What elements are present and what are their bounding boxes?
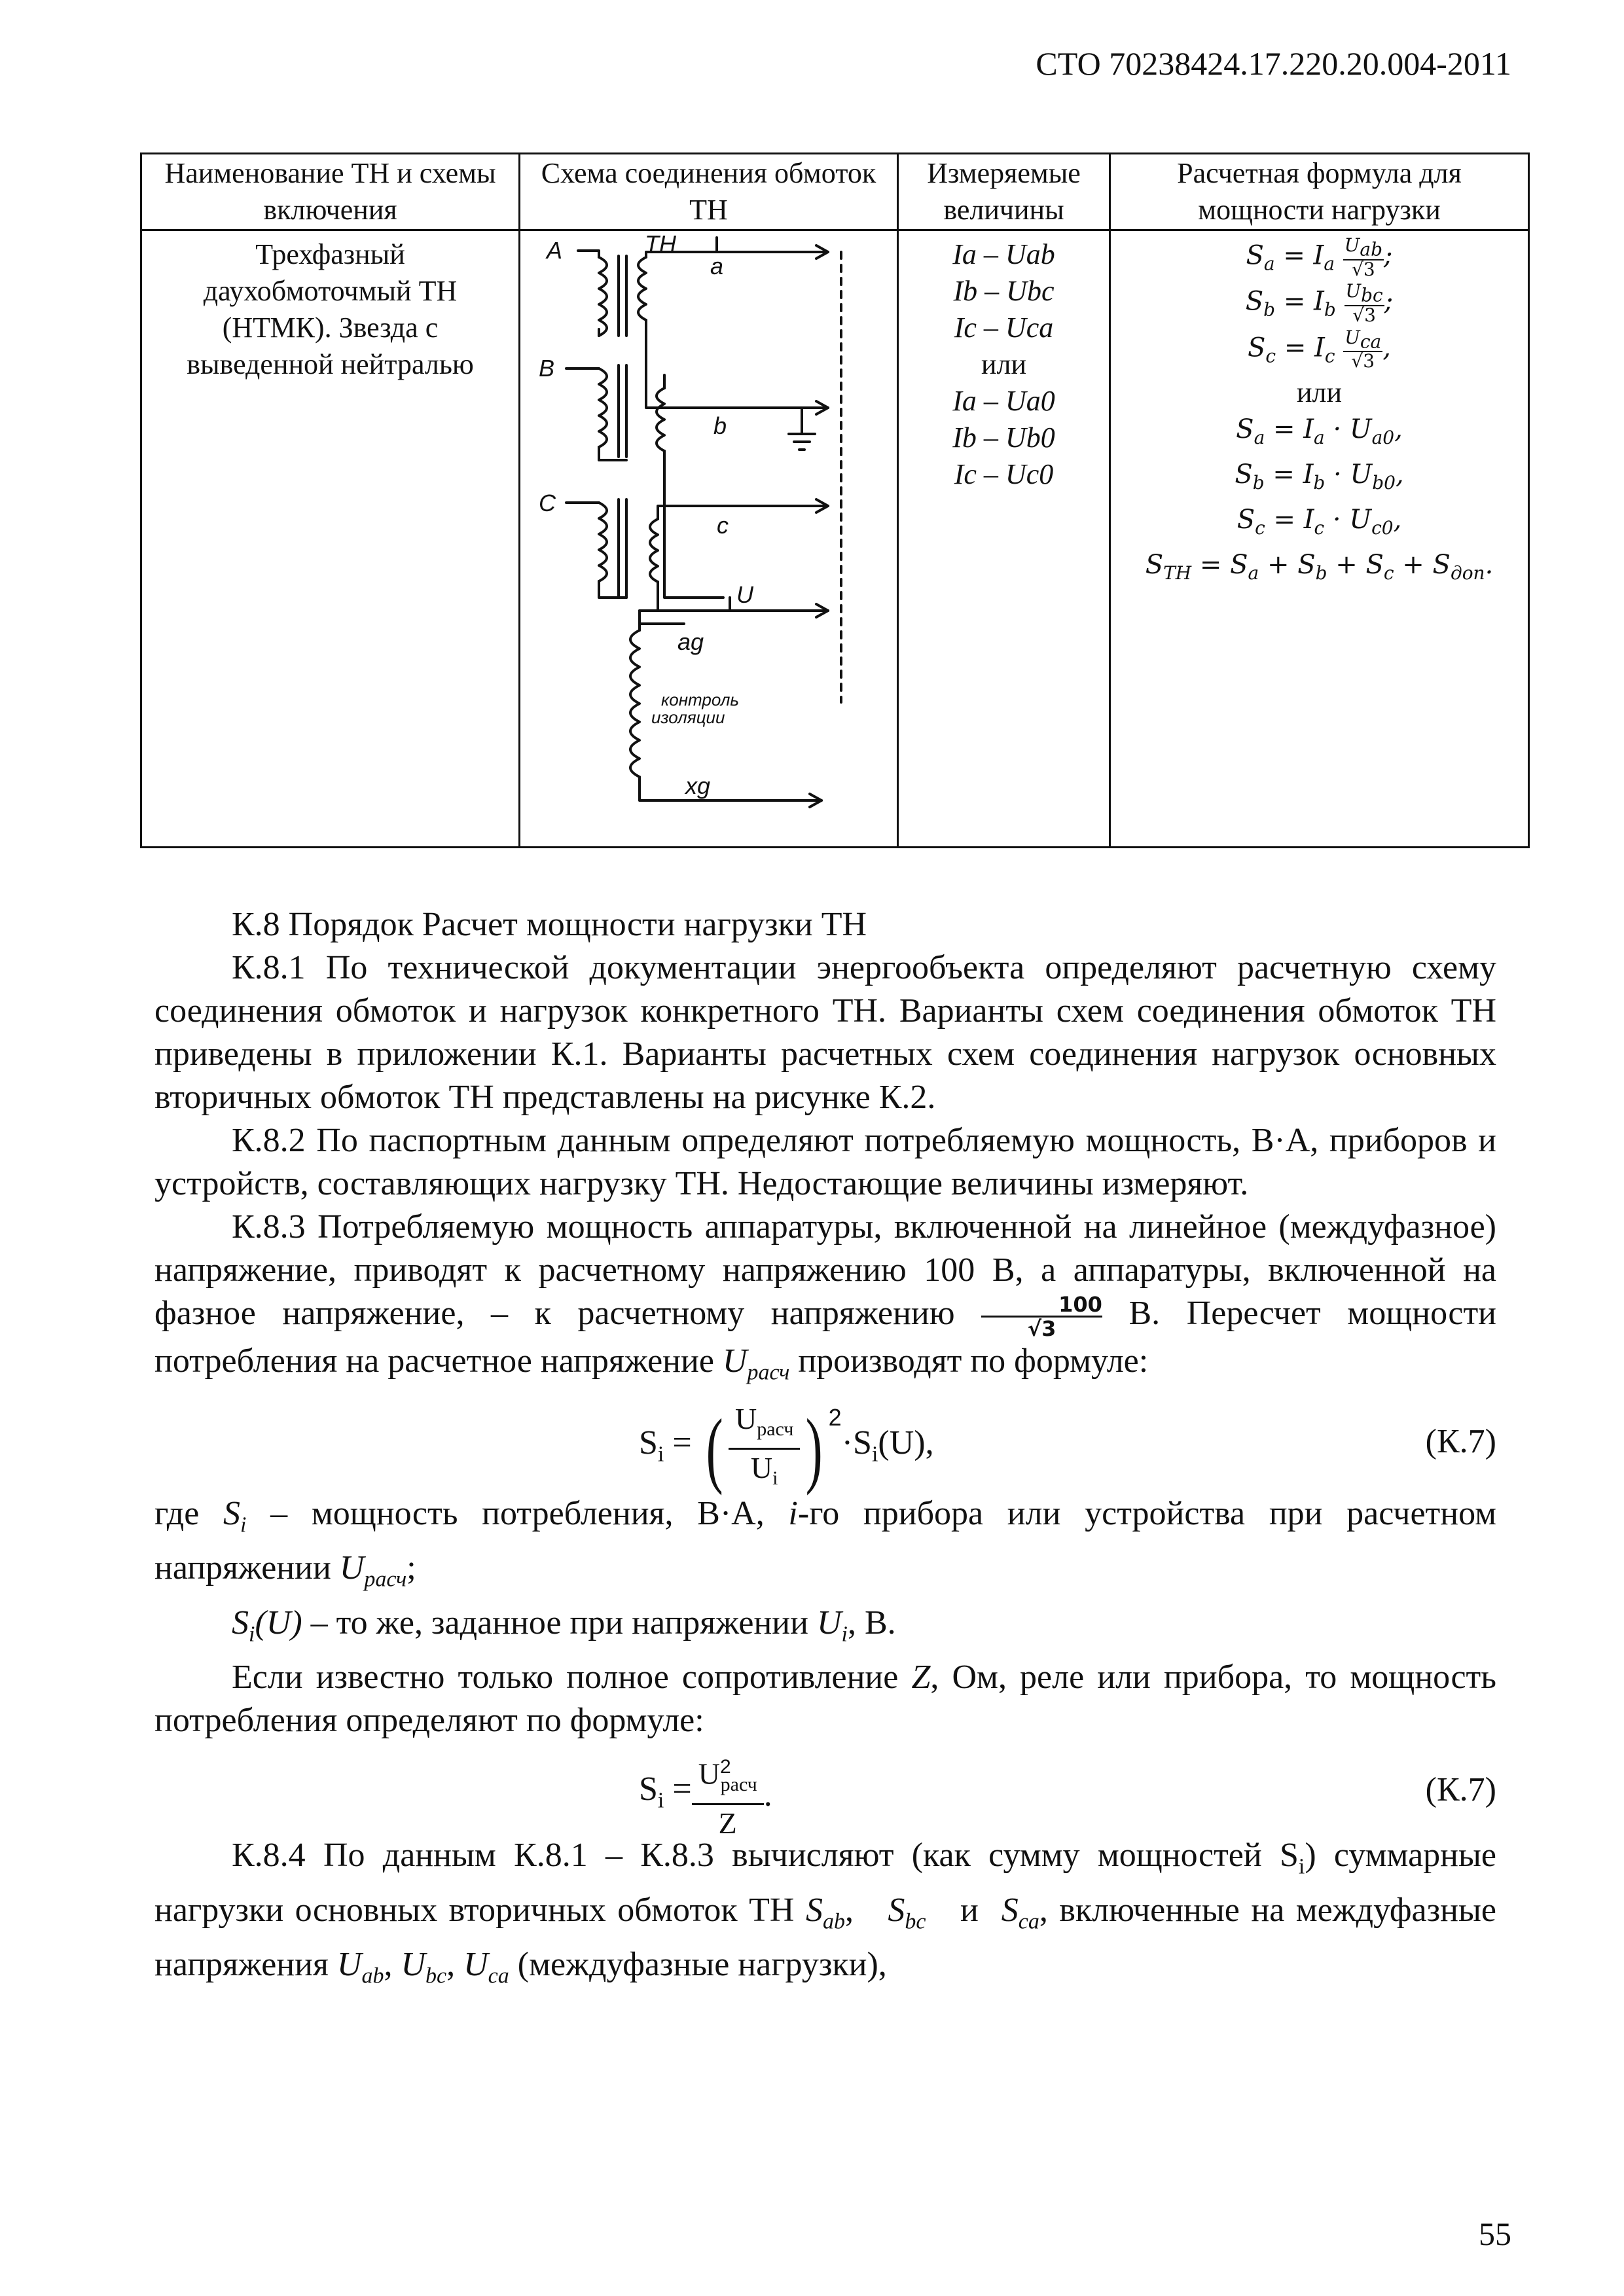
fraction-100-sqrt3: $\frac{100}{√3}$ [981,1293,1102,1340]
measured-pair: Ic – Uca [954,312,1054,344]
equation-number: (К.7) [1425,1771,1496,1809]
diagram-label-b: b [713,412,727,439]
name-line: выведенной нейтралью [187,348,474,380]
winding-diagram [520,231,895,846]
table-header-row [141,154,1529,230]
paragraph-impedance: Если известно только полное сопротивление Z, Ом, реле или прибора, то мощность потребления определяют по формуле: [154,1659,1496,1740]
diagram-label-c: c [717,512,729,539]
cell-transformer-name [141,230,520,848]
formula-sc: $S_c = I_c$ $\frac{U_{ca}}{√3}$ , [1248,326,1391,372]
diagram-label-A: A [547,237,563,264]
section-k8-title: К.8 Порядок Расчет мощности нагрузки ТН [232,906,867,943]
equation-number: (К.7) [1425,1422,1496,1460]
table-header-scheme: Схема соединения обмоток ТН [520,154,898,230]
diagram-label-ag: ag [677,628,704,655]
formula-or: или [1296,376,1343,408]
name-line: даухобмоточмый ТН [203,275,458,307]
cell-measured-values [898,230,1110,848]
paragraph-si-u: $S_i(U)$ – то же, заданное при напряжении $U_i$, В. [232,1604,896,1647]
formula-sb0: $S_b = I_b \cdot U_{b0}$, [1235,459,1404,493]
table-row [141,230,1529,848]
measured-pair: Ic – Uc0 [954,458,1054,490]
cell-wiring-diagram [520,230,898,848]
diagram-label-kontrol: контроль [661,690,740,709]
paragraph-k81: К.8.1 По технической документации энергообъекта определяют расчетную схему соединения обмоток и нагрузок конкретного ТН. Варианты схем соединения обмоток ТН приведены в приложении К.1. Варианты расчетных схем соединения нагрузок основных вторичных обмоток ТН представлены на рисунке К.2. [154,949,1496,1116]
formula-sb: $S_b = I_b$ $\frac{U_{bc}}{√3}$ ; [1245,280,1394,326]
measured-pair: Ib – Ubc [953,275,1055,307]
name-line: (НТМК). Звезда с [222,312,439,344]
paragraph-where-si: где $S_i$ – мощность потребления, В·А, i-го прибора или устройства при расчетном напряжении $U_{расч}$; [154,1494,1496,1592]
diagram-label-B: B [539,355,555,382]
transformer-table [140,152,1530,848]
name-line: Трехфазный [255,238,405,270]
formula-sa: $S_a = I_a$ $\frac{U_{ab}}{√3}$ ; [1246,234,1393,280]
cell-load-formulas [1110,230,1529,848]
diagram-label-C: C [539,490,556,516]
measured-pair: Ib – Ub0 [952,422,1055,454]
equation-k7-second: $S_i$ = $\frac{U^2_{расч}}{Z}$ . (К.7) [154,1742,1496,1834]
page-number: 55 [1479,2215,1511,2252]
measured-pair: Ia – Uab [952,238,1055,270]
formula-total: $S_{ТН} = S_a + S_b + S_c + S_{доп}$. [1145,549,1494,584]
diagram-label-xg: xg [685,772,711,799]
formula-sc0: $S_c = I_c \cdot U_{c0}$, [1236,504,1402,539]
diagram-label-U: U [736,581,753,608]
paragraph-k82: К.8.2 По паспортным данным определяют потребляемую мощность, В·А, приборов и устройств, составляющих нагрузку ТН. Недостающие величины измеряют. [154,1122,1496,1202]
formula-sa0: $S_a = I_a \cdot U_{a0}$, [1236,414,1403,448]
diagram-label-izolyatsii: изоляции [651,708,725,727]
table-header-name: Наименование ТН и схемы включения [141,154,520,230]
paragraph-k83: К.8.3 Потребляемую мощность аппаратуры, включенной на линейное (междуфазное) напряжение, приводят к расчетному напряжению 100 В, а аппаратуры, включенной на фазное напряжение, – к расчетному напряжению $\frac{100}{√3} В$. Пересчет мощности потребления на расчетное напряжение $U_{расч}$ производят по формуле: [154,1208,1497,1384]
measured-pair: Ia – Ua0 [952,385,1055,417]
table-header-formula: Расчетная формула для мощности нагрузки [1110,154,1529,230]
paragraph-k84: К.8.4 По данным К.8.1 – К.8.3 вычисляют (как сумму мощностей $S_i$) суммарные нагрузки основных вторичных обмоток ТН $S_{ab}$, $S_{bc}$ и $S_{ca}$, включенные на междуфазные напряжения $U_{ab}$, $U_{bc}$, $U_{ca}$ (междуфазные нагрузки), [154,1837,1496,1988]
table-header-measured: Измеряемые величины [898,154,1110,230]
document-code: СТО 70238424.17.220.20.004-2011 [1036,45,1511,82]
equation-k7-first: $S_i$ = ( $\frac{U_{расч}}{U_i}$ ) 2 $\cdot S_i(U)$, (К.7) [639,1401,1496,1496]
diagram-label-TH: TH [645,231,676,257]
measured-or: или [981,348,1027,380]
diagram-label-a: a [710,253,724,279]
document-body [154,903,1496,1998]
